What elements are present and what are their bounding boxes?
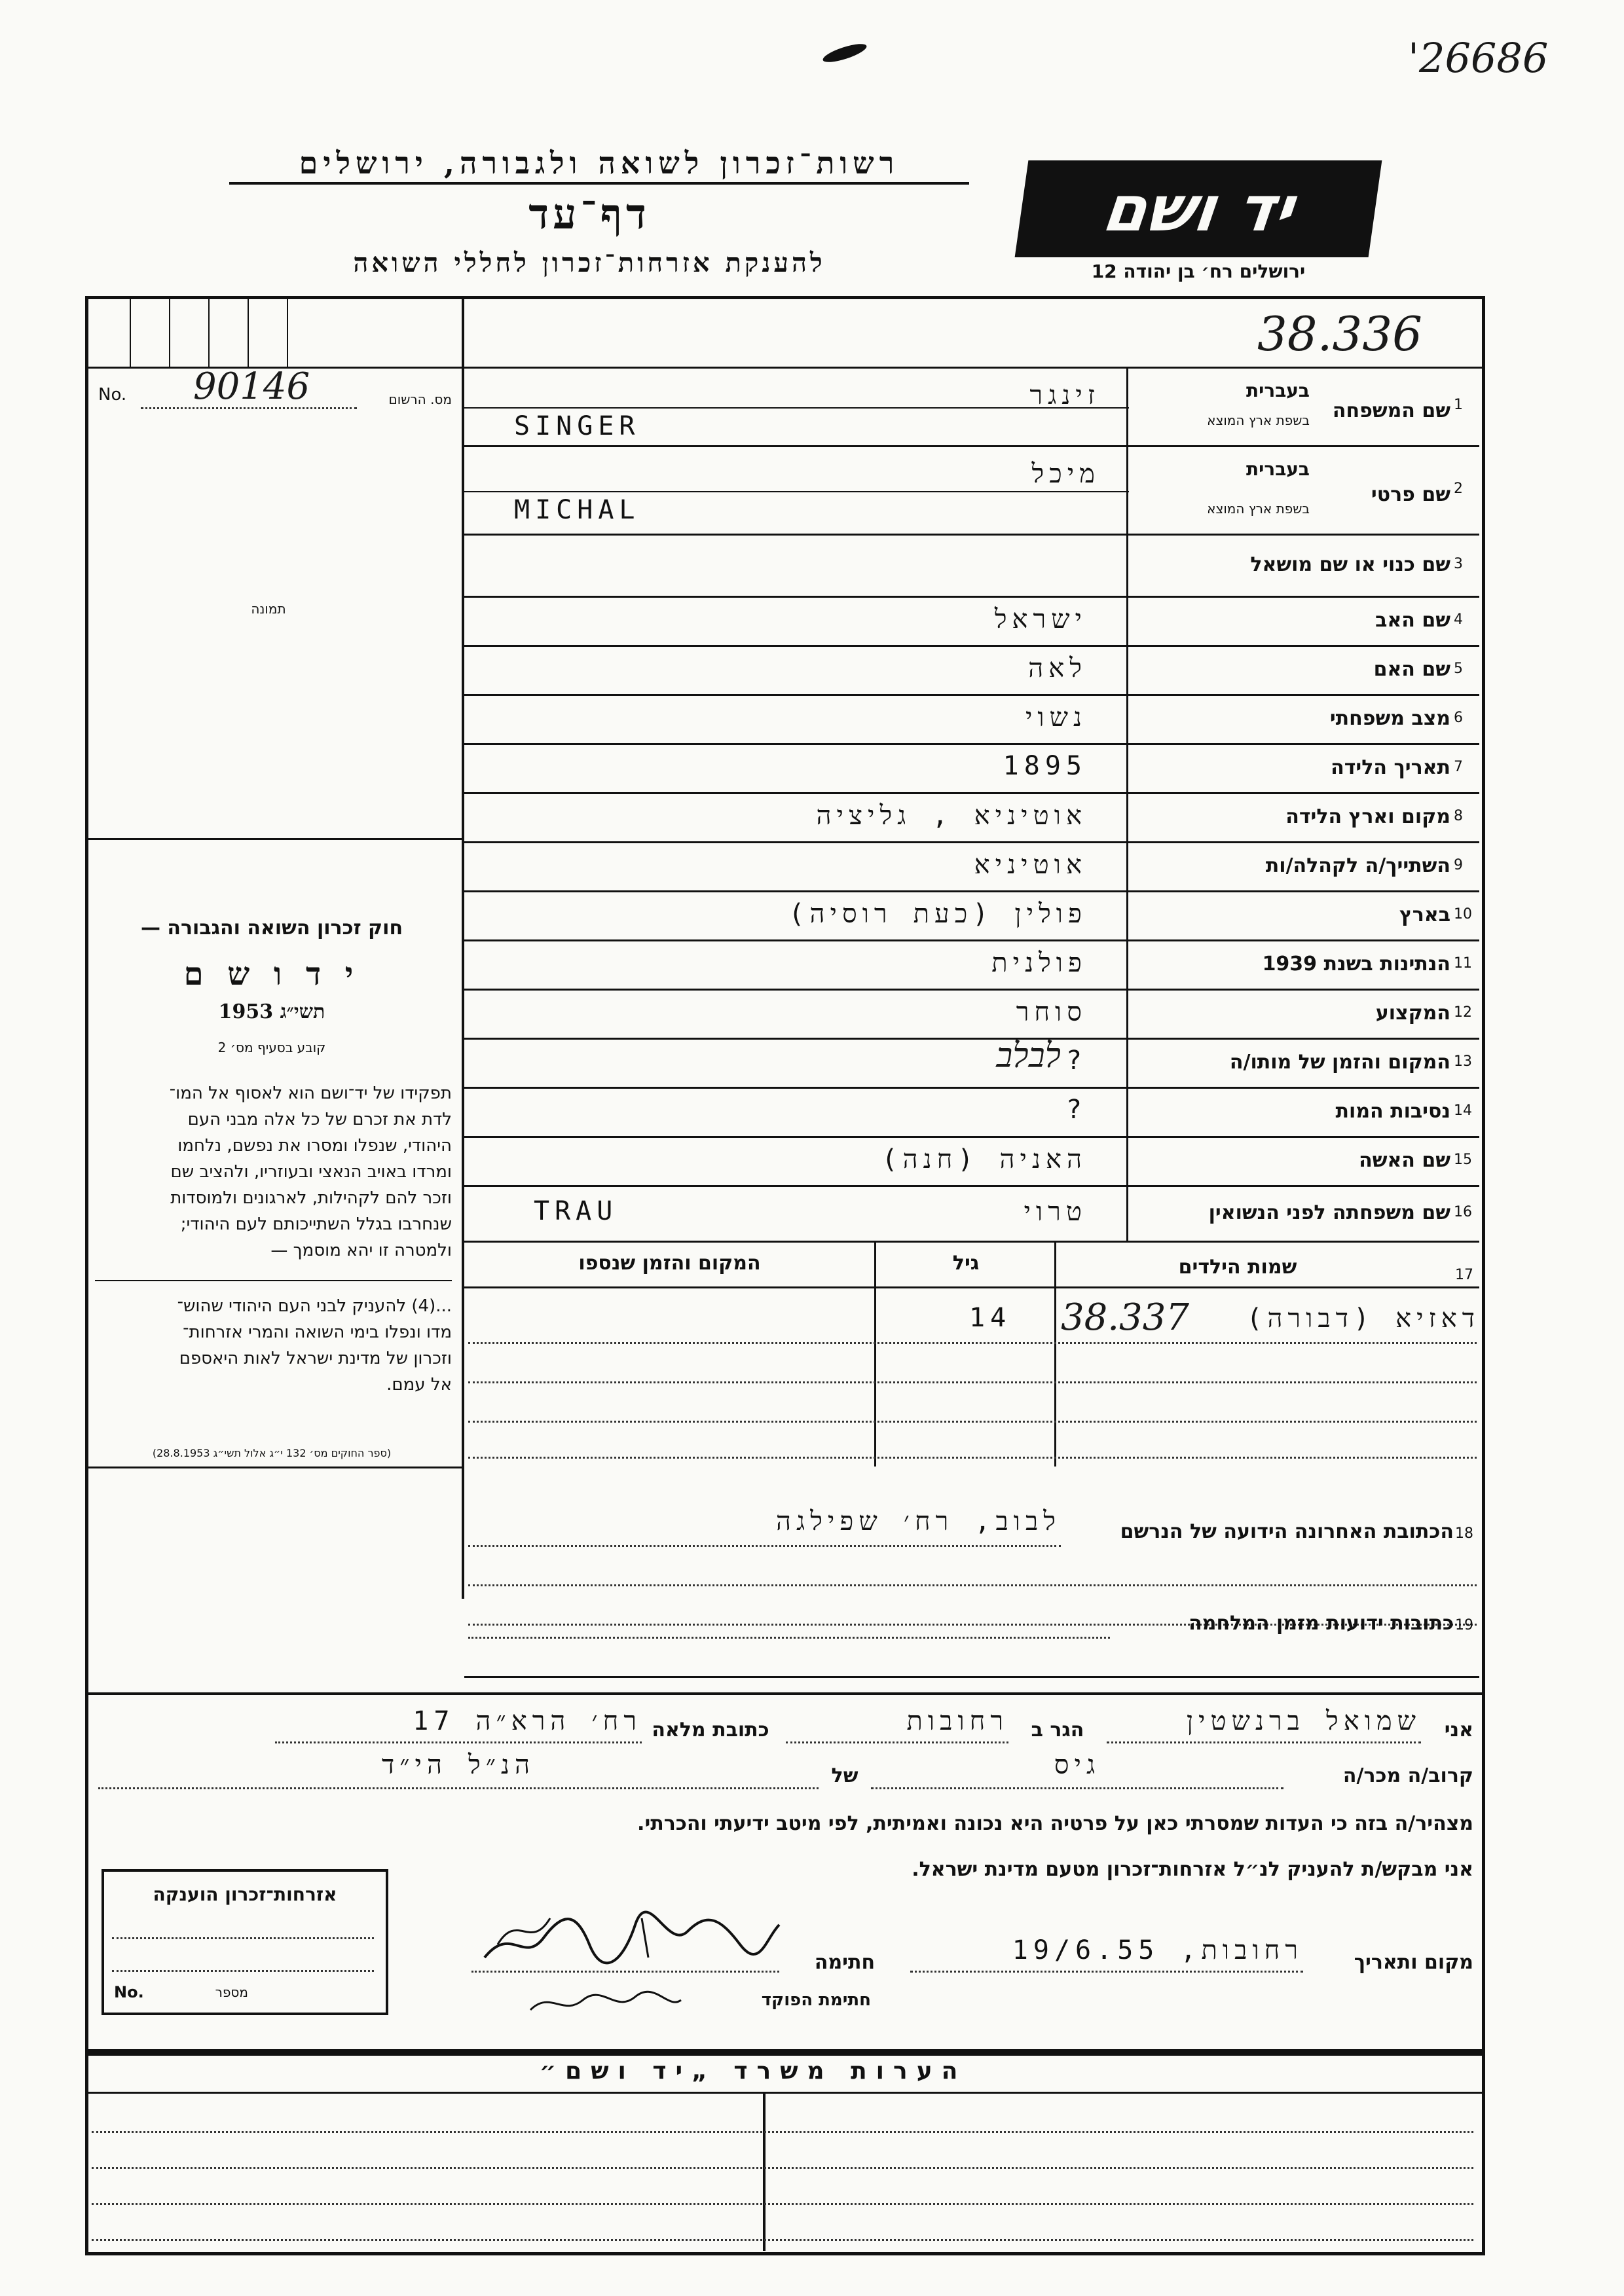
form-title: דף־עד [528, 190, 650, 239]
field-number: 16 [1454, 1203, 1472, 1220]
law-line: וזכרון של מדינת ישראל לאות היאספם [179, 1349, 452, 1368]
field-18-label: הכתובת האחרונה הידועה של הנרשם [1120, 1520, 1454, 1543]
field-sub-origin: בשפת ארץ המוצא [1207, 501, 1310, 517]
declarant-resides-label: הגר ב [1031, 1719, 1084, 1741]
yad-vashem-logo [1015, 160, 1382, 257]
place-date-label: מקום ותאריך [1354, 1951, 1473, 1974]
file-number: 38.336 [1257, 306, 1422, 361]
field-label: שם האב [1375, 608, 1450, 632]
field-value: פולין (כעת רוסיה) [788, 898, 1087, 929]
field-number: 3 [1454, 555, 1463, 572]
declarant-relation: גיס [1054, 1750, 1101, 1780]
law-line: היהודי, שנפלו ומסרו את נפשם, נלחמו [177, 1136, 452, 1156]
field-value: ? [1065, 1045, 1087, 1076]
header-address: ירושלים רח׳ בן יהודה 12 [1091, 261, 1306, 282]
law-line: ומרדו באויב הנאצי ובעוזריו, ולהציב שם [170, 1162, 452, 1182]
field-value-handwritten: לבלב [996, 1036, 1061, 1076]
officer-signature [524, 1984, 688, 2023]
field-value: 1895 [1003, 750, 1087, 781]
declarant-relative-label: קרוב/ה מכר/ה [1342, 1764, 1473, 1787]
office-notes-frame [85, 2049, 1485, 2255]
ink-mark [821, 41, 868, 66]
child-record-number: 38.337 [1061, 1296, 1189, 1339]
law-line: מדו ונפלו בימי השואה והמרי אזרחות־ [183, 1322, 452, 1342]
field-value-hebrew: זינגר [1029, 380, 1100, 410]
citizenship-number-label: מספר [215, 1984, 248, 2000]
field-label: שם המשפחה [1332, 399, 1450, 422]
child-name: דאזיא (דבורה) [1246, 1303, 1480, 1334]
citizenship-box [101, 1869, 388, 2015]
row-divider [464, 743, 1479, 745]
children-place-header: המקום והזמן שנספו [578, 1252, 761, 1275]
field-value: אוטיניא , גליציה [816, 800, 1087, 831]
field-value: פולנית [991, 947, 1087, 978]
field-label: המקצוע [1375, 1001, 1450, 1025]
law-name: י ד ו ש ם [183, 956, 360, 993]
law-title: חוק זכרון השואה והגבורה — [140, 917, 403, 939]
field-19-label: כתובות ידועות מזמן המלחמה [1189, 1612, 1454, 1635]
declarant-address: רח׳ הרא״ה 17 [413, 1706, 642, 1736]
field-label: שם משפחתה לפני הנשואין [1208, 1201, 1450, 1224]
field-value: לאה [1028, 653, 1087, 683]
field-value: טרוי [1024, 1196, 1087, 1227]
field-label: שם האם [1373, 657, 1450, 681]
field-number: 6 [1454, 709, 1463, 726]
law-line: שנחרבו בגלל השתייכותם לעם היהודי; [180, 1214, 452, 1234]
law-clause: קובע בסעיף מס׳ 2 [217, 1040, 326, 1055]
registration-label: מס. הרשום [388, 392, 452, 407]
field-number: 15 [1454, 1151, 1472, 1168]
law-line: וזכר להם לקהילות, לארגונים ולמוסדות [170, 1188, 452, 1208]
field-label: שם כנוי או שם מושאל [1250, 553, 1450, 576]
declaration-statement-1: מצהיר/ה בזה כי העדות שמסרתי כאן על פרטיה היא נכונה ואמיתית, לפי מיטב ידיעתי והכרתי. [637, 1812, 1473, 1835]
child-age: 14 [969, 1303, 1012, 1333]
field-label: נסיבות המות [1335, 1099, 1450, 1123]
law-paragraph-1 [95, 1080, 452, 1264]
field-label: הנתינות בשנת 1939 [1262, 952, 1450, 975]
field-number: 8 [1454, 807, 1463, 824]
row-divider [464, 890, 1479, 892]
field-value: סוחר [1016, 996, 1087, 1027]
signature [471, 1899, 786, 1977]
field-number: 10 [1454, 905, 1472, 922]
field-number: 7 [1454, 758, 1463, 775]
row-divider [464, 989, 1479, 991]
declarant-name: שמואל ברנשטין [1186, 1706, 1421, 1736]
law-line: אל עמם. [386, 1375, 452, 1394]
field-number: 13 [1454, 1053, 1472, 1070]
field-label: מצב משפחתי [1329, 706, 1450, 730]
field-number: 11 [1454, 955, 1472, 972]
field-19-number: 19 [1455, 1617, 1473, 1633]
law-paragraph-2 [95, 1293, 452, 1398]
declarant-address-label: כתובת מלאה [652, 1719, 769, 1741]
field-number: 12 [1454, 1004, 1472, 1021]
declaration-statement-2: אני מבקש/ת להעניק לנ״ל אזרחות־זכרון מטעם מדינת ישראל. [912, 1858, 1473, 1881]
field-sub-hebrew: בעברית [1246, 380, 1310, 401]
declarant-city: רחובות [906, 1706, 1008, 1736]
form-subtitle: להענקת אזרחות־זכרון לחללי השואה [353, 247, 826, 278]
field-value: נשוי [1025, 702, 1087, 733]
field-label: תאריך הלידה [1331, 756, 1450, 779]
logo-text: יד ושם [1098, 172, 1299, 246]
row-divider [464, 1087, 1479, 1089]
row-divider [464, 694, 1479, 696]
row-divider [464, 645, 1479, 647]
field-value-latin: SINGER [514, 411, 640, 441]
place-date-value: רחובות, 19/6.55 [1012, 1935, 1303, 1965]
officer-signature-label: חתימת הפוקד [761, 1990, 871, 2010]
law-line: לדת את זכרם של כל אלה מבני העם [187, 1110, 452, 1129]
photo-label: תמונה [251, 601, 286, 617]
field-number: 2 [1454, 480, 1463, 497]
row-divider [464, 841, 1479, 843]
authority-line: רשות־זכרון לשואה ולגבורה, ירושלים [229, 145, 969, 185]
field-value-latin: TRAU [534, 1195, 618, 1226]
law-line: ולמטרה זו יהא מוסמך — [270, 1241, 452, 1260]
field-label: המקום והזמן של מותו/ה [1229, 1050, 1450, 1074]
field-label: בארץ [1399, 903, 1450, 926]
row-divider [464, 1185, 1479, 1187]
children-names-header: שמות הילדים [1178, 1256, 1297, 1279]
field-sub-origin: בשפת ארץ המוצא [1207, 412, 1310, 428]
row-divider [464, 1136, 1479, 1138]
sub-divider [464, 491, 1129, 492]
declarant-of-value: הנ״ל הי״ד [382, 1750, 535, 1780]
row-divider [464, 596, 1479, 598]
field-number: 5 [1454, 660, 1463, 677]
citizenship-no-label: No. [114, 1983, 144, 2001]
law-line: ...(4) להעניק לבני העם היהודי שהוש־ [177, 1296, 452, 1316]
field-18-value: לבוב, רח׳ שפילגה [776, 1506, 1061, 1537]
declarant-ani-label: אני [1444, 1719, 1473, 1741]
reference-number: '26686 [1408, 34, 1549, 82]
field-value: ישראל [994, 604, 1087, 634]
row-divider [464, 534, 1479, 536]
field-value-hebrew: מיכל [1031, 459, 1100, 489]
field-number: 1 [1454, 397, 1463, 413]
field-value-latin: MICHAL [514, 494, 640, 525]
field-18-number: 18 [1455, 1525, 1473, 1542]
field-value: האניה (חנה) [881, 1144, 1087, 1175]
registration-number: 90146 [193, 365, 310, 408]
field-value: ? [1065, 1094, 1087, 1125]
law-year: תשי״ג 1953 [218, 1000, 325, 1023]
law-line: תפקידו של יד־ושם הוא לאסוף אל המו־ [169, 1084, 452, 1103]
signature-label: חתימה [814, 1951, 876, 1974]
children-age-header: גיל [952, 1252, 980, 1275]
field-label: שם האשה [1359, 1148, 1450, 1172]
field-number: 4 [1454, 611, 1463, 628]
citizenship-box-title: אזרחות־זכרון הוענקה [153, 1884, 337, 1905]
field-number: 14 [1454, 1102, 1472, 1119]
office-notes-title: הערות משרד „יד ושם״ [539, 2058, 967, 2085]
registration-no-label: No. [98, 385, 127, 405]
field-label: מקום וארץ הלידה [1285, 805, 1450, 828]
field-number: 9 [1454, 856, 1463, 873]
declarant-of-label: של [831, 1764, 858, 1787]
row-divider [464, 792, 1479, 794]
law-citation: (ספר החוקים מס׳ 132 י״ג אלול תשי״ג 28.8.1953) [152, 1447, 392, 1459]
row-divider [464, 939, 1479, 941]
row-divider [464, 445, 1479, 447]
field-sub-hebrew: בעברית [1246, 458, 1310, 480]
field-value: אוטיניא [974, 849, 1087, 880]
field-label: השתייך/ה לקהלה/ות [1265, 854, 1450, 877]
field-label: שם פרטי [1371, 483, 1450, 506]
field-17-number: 17 [1455, 1267, 1473, 1283]
